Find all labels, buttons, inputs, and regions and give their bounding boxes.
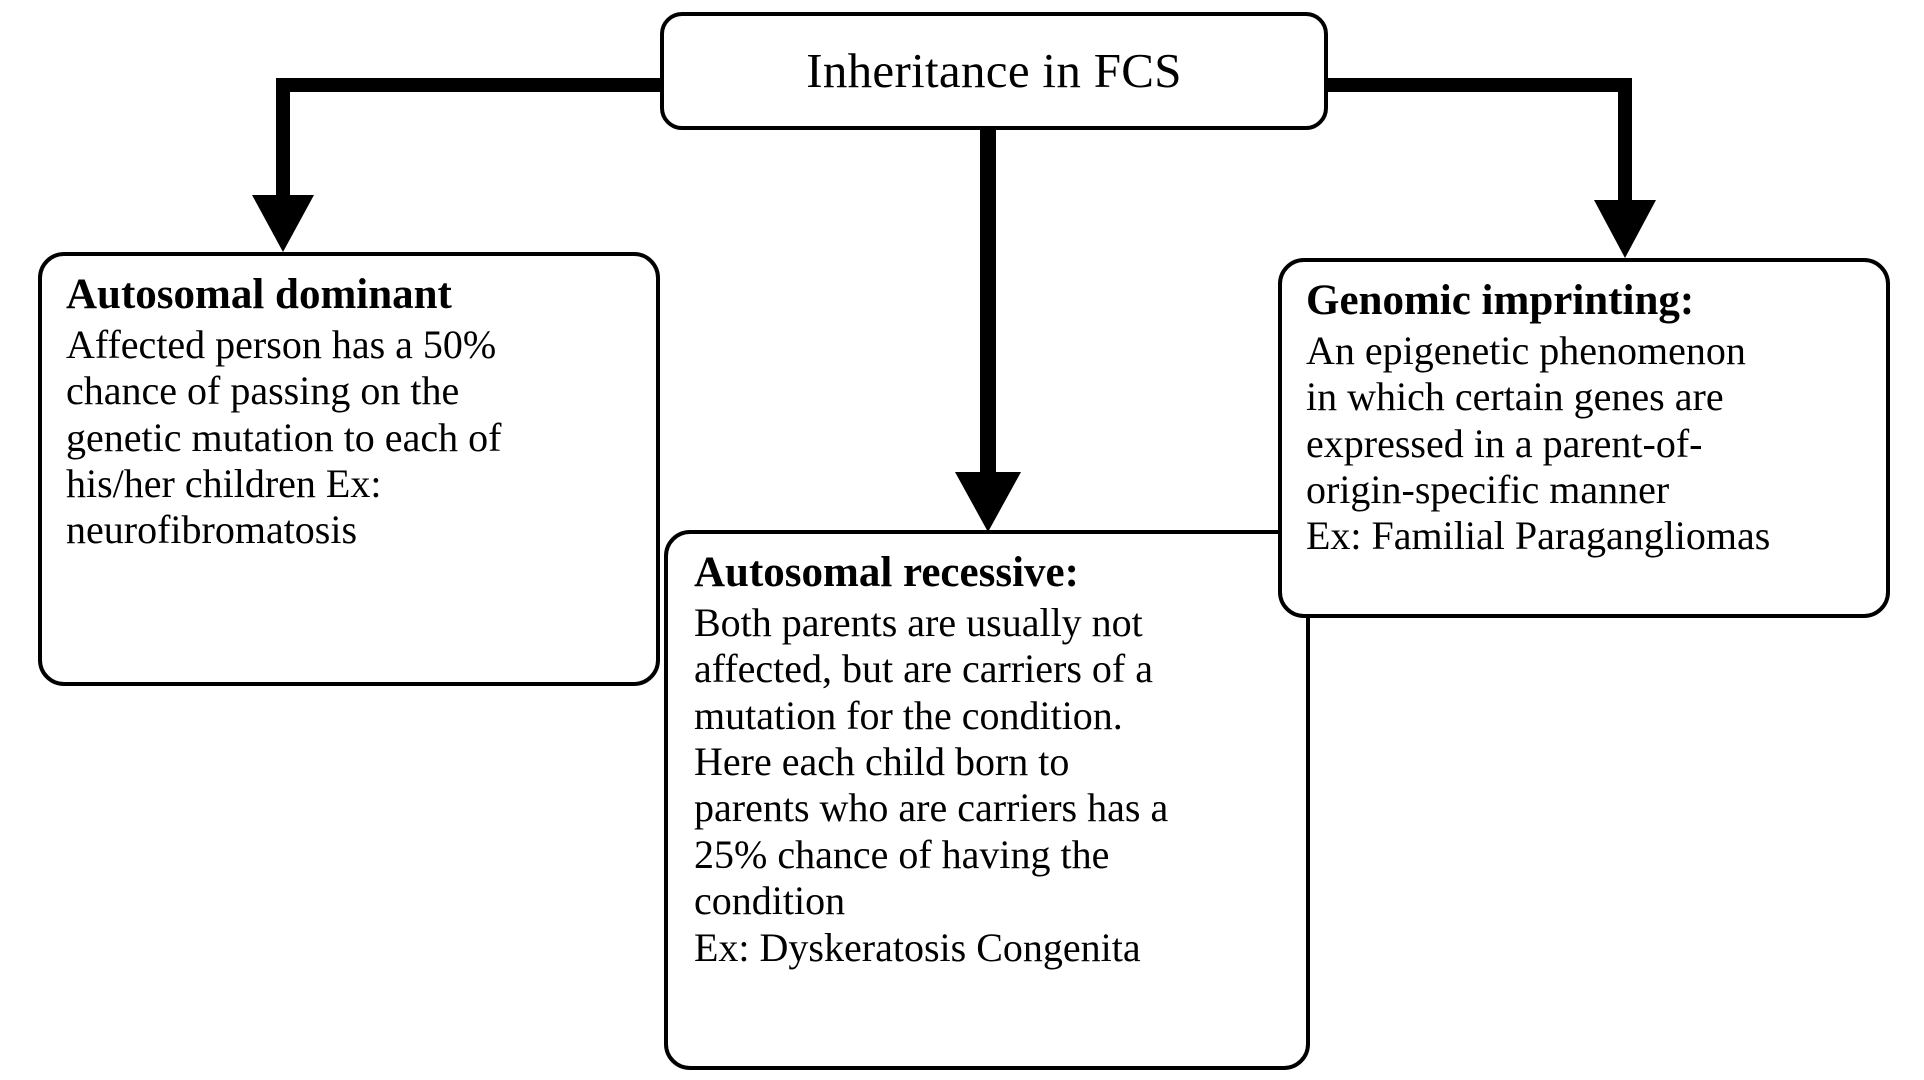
genomic-imprinting-body [1306, 328, 1868, 560]
text-line: affected, but are carriers of a [694, 646, 1153, 692]
text-line: his/her children Ex: [66, 461, 382, 507]
autosomal-dominant-heading: Autosomal dominant [66, 271, 452, 318]
text-line: Both parents are usually not [694, 599, 1143, 645]
text-line: parents who are carriers has a [694, 785, 1169, 831]
autosomal-dominant-body [66, 322, 634, 554]
connector-root-to-autosomal-dominant [252, 85, 662, 252]
connector-root-to-autosomal-recessive [955, 130, 1021, 532]
text-line: Ex: Dyskeratosis Congenita [694, 924, 1141, 970]
node-autosomal-dominant [38, 252, 660, 686]
root-title: Inheritance in FCS [806, 43, 1182, 99]
text-line: chance of passing on the [66, 368, 460, 414]
autosomal-recessive-body [694, 600, 1286, 971]
text-line: mutation for the condition. [694, 692, 1123, 738]
connector-root-to-genomic-imprinting [1326, 85, 1656, 258]
text-line: genetic mutation to each of [66, 414, 502, 460]
text-line: 25% chance of having the [694, 831, 1110, 877]
text-line: neurofibromatosis [66, 507, 358, 553]
text-line: origin-specific manner [1306, 467, 1670, 513]
text-line: Here each child born to [694, 739, 1070, 785]
text-line: An epigenetic phenomenon [1306, 327, 1746, 373]
text-line: Affected person has a 50% [66, 321, 497, 367]
text-line: expressed in a parent-of- [1306, 420, 1703, 466]
node-root [660, 12, 1328, 130]
text-line: in which certain genes are [1306, 374, 1724, 420]
text-line: Ex: Familial Paragangliomas [1306, 513, 1771, 559]
node-autosomal-recessive [664, 530, 1310, 1070]
text-line: condition [694, 878, 846, 924]
node-genomic-imprinting [1278, 258, 1890, 618]
autosomal-recessive-heading: Autosomal recessive: [694, 549, 1079, 596]
genomic-imprinting-heading: Genomic imprinting: [1306, 277, 1695, 324]
